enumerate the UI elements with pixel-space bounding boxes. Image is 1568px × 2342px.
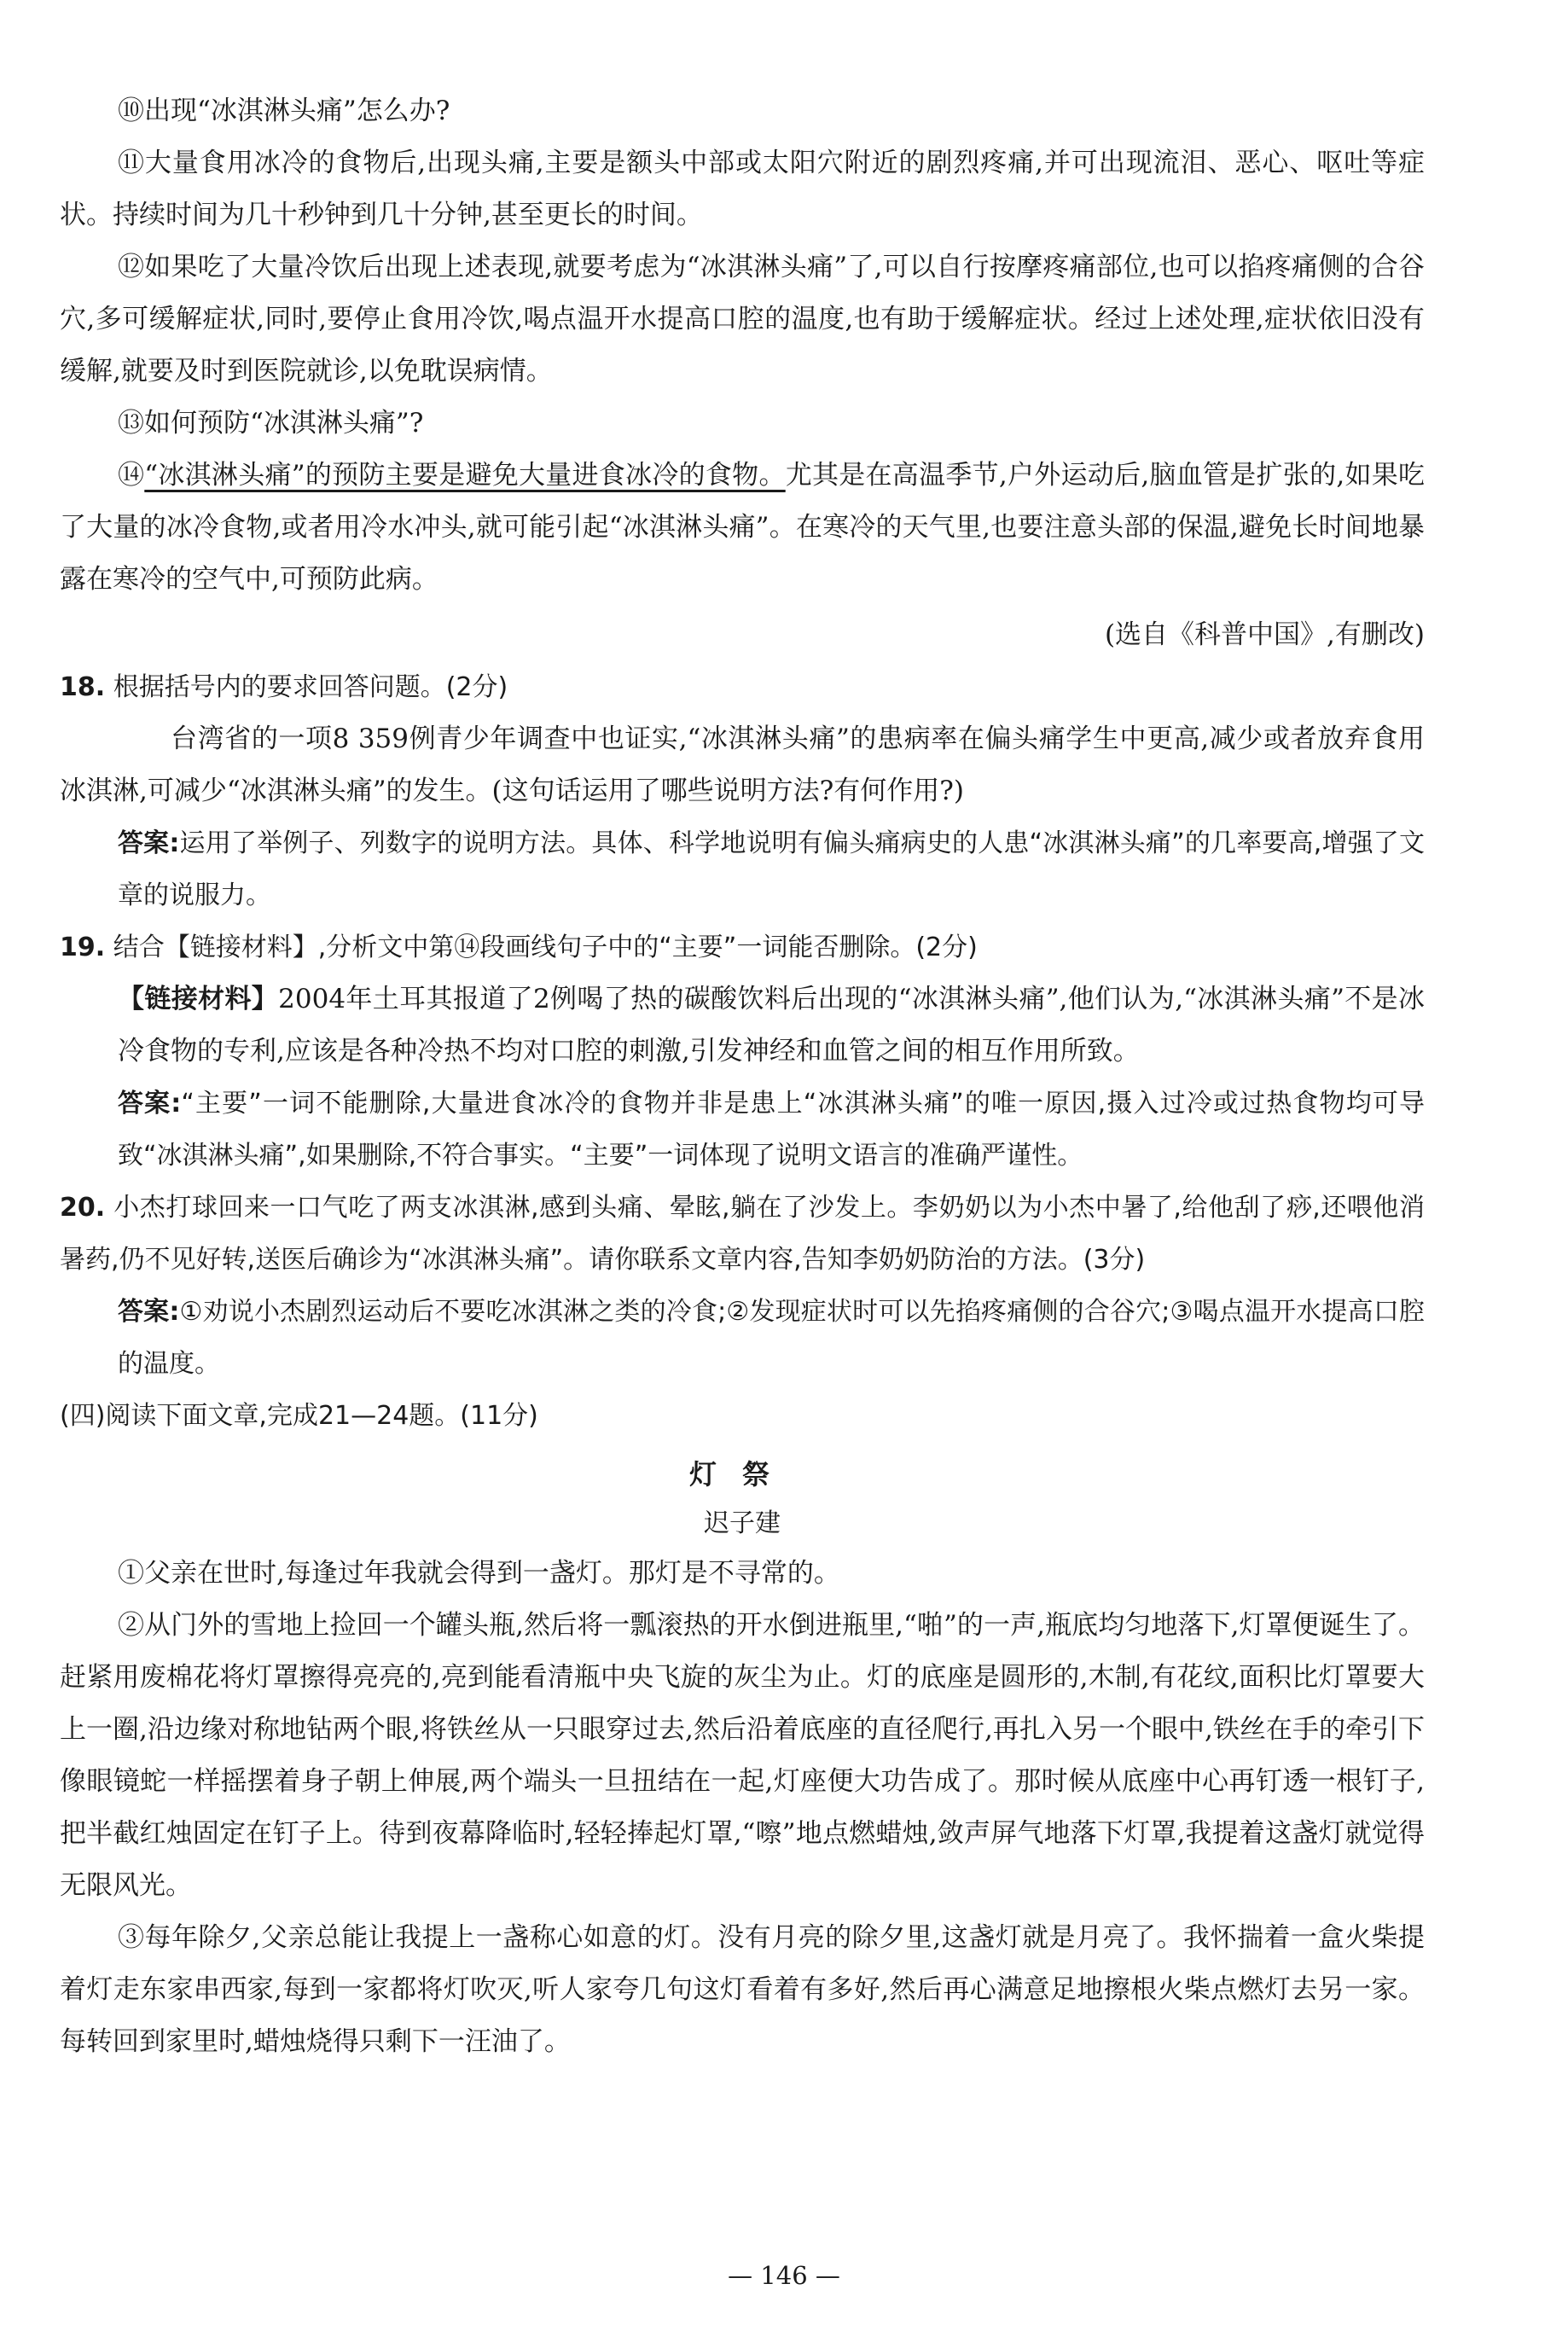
question-19-prompt: 结合【链接材料】,分析文中第⑭段画线句子中的“主要”一词能否删除。(2分) xyxy=(113,933,978,962)
paragraph-11: ⑪大量食用冰冷的食物后,出现头痛,主要是额头中部或太阳穴附近的剧烈疼痛,并可出现流泪、恶心、呕吐等症状。持续时间为几十秒钟到几十分钟,甚至更长的时间。 xyxy=(60,148,1425,230)
question-18-prompt: 根据括号内的要求回答问题。(2分) xyxy=(113,672,508,702)
source-citation: (选自《科普中国》,有删改) xyxy=(1104,619,1425,650)
question-19-number: 19. xyxy=(60,933,106,962)
question-20-number: 20. xyxy=(60,1193,106,1223)
link-material-text: 2004年土耳其报道了2例喝了热的碳酸饮料后出现的“冰淇淋头痛”,他们认为,“冰淇淋头痛”不是冰冷食物的专利,应该是各种冷热不均对口腔的刺激,引发神经和血管之间的相互作用所致。 xyxy=(118,984,1426,1066)
underlined-sentence: “冰淇淋头痛”的预防主要是避免大量进食冰冷的食物。 xyxy=(144,460,786,491)
article-title: 灯祭 xyxy=(688,1458,795,1491)
answer-label: 答案: xyxy=(118,828,180,858)
answer-text: ①劝说小杰剧烈运动后不要吃冰淇淋之类的冷食;②发现症状时可以先掐疼痛侧的合谷穴;③喝点温开水提高口腔的温度。 xyxy=(118,1297,1426,1379)
paragraph-13: ⑬如何预防“冰淇淋头痛”? xyxy=(118,408,424,439)
link-material-label: 【链接材料】 xyxy=(118,984,279,1014)
question-20 xyxy=(60,1182,1425,1286)
question-20-answer xyxy=(118,1286,1425,1390)
paragraph-14 xyxy=(60,450,1425,606)
question-18-quote: 台湾省的一项8 359例青少年调查中也证实,“冰淇淋头痛”的患病率在偏头痛学生中更高,减少或者放弃食用冰淇淋,可减少“冰淇淋头痛”的发生。(这句话运用了哪些说明方法?有何作用?) xyxy=(60,724,1425,806)
question-20-prompt: 小杰打球回来一口气吃了两支冰淇淋,感到头痛、晕眩,躺在了沙发上。李奶奶以为小杰中暑了,给他刮了痧,还喂他消暑药,仍不见好转,送医后确诊为“冰淇淋头痛”。请你联系文章内容,告知李奶奶防治的方法。(3分) xyxy=(60,1193,1425,1275)
answer-text: “主要”一词不能删除,大量进食冰冷的食物并非是患上“冰淇淋头痛”的唯一原因,摄入过冷或过热食物均可导致“冰淇淋头痛”,如果删除,不符合事实。“主要”一词体现了说明文语言的准确严谨性。 xyxy=(118,1089,1425,1171)
page-number: — 146 — xyxy=(728,2261,840,2290)
question-19-answer xyxy=(118,1078,1425,1182)
question-19 xyxy=(60,921,1425,973)
paragraph-12: ⑫如果吃了大量冷饮后出现上述表现,就要考虑为“冰淇淋头痛”了,可以自行按摩疼痛部位,也可以掐疼痛侧的合谷穴,多可缓解症状,同时,要停止食用冷饮,喝点温开水提高口腔的温度,也有助于缓解症状。经过上述处理,症状依旧没有缓解,就要及时到医院就诊,以免耽误病情。 xyxy=(60,252,1425,386)
article-author: 迟子建 xyxy=(704,1508,781,1538)
question-18-number: 18. xyxy=(60,672,106,702)
article-paragraph-3: ③每年除夕,父亲总能让我提上一盏称心如意的灯。没有月亮的除夕里,这盏灯就是月亮了。我怀揣着一盒火柴提着灯走东家串西家,每到一家都将灯吹灭,听人家夸几句这灯看着有多好,然后再心满意足地擦根火柴点燃灯去另一家。每转回到家里时,蜡烛烧得只剩下一汪油了。 xyxy=(60,1922,1425,2057)
question-18-answer xyxy=(118,817,1425,921)
link-material xyxy=(118,973,1425,1078)
paragraph-10: ⑩出现“冰淇淋头痛”怎么办? xyxy=(118,96,450,126)
question-18 xyxy=(60,661,1425,713)
section-4-heading: (四)阅读下面文章,完成21—24题。(11分) xyxy=(60,1401,538,1431)
article-paragraph-1: ①父亲在世时,每逢过年我就会得到一盏灯。那灯是不寻常的。 xyxy=(118,1558,840,1589)
answer-label: 答案: xyxy=(118,1297,180,1327)
paragraph-14-rest: 尤其是在高温季节,户外运动后,脑血管是扩张的,如果吃了大量的冰冷食物,或者用冷水冲头,就可能引起“冰淇淋头痛”。在寒冷的天气里,也要注意头部的保温,避免长时间地暴露在寒冷的空气中,可预防此病。 xyxy=(60,460,1426,595)
paragraph-14-number: ⑭ xyxy=(118,460,145,491)
article-paragraph-2: ②从门外的雪地上捡回一个罐头瓶,然后将一瓢滚热的开水倒进瓶里,“啪”的一声,瓶底均匀地落下,灯罩便诞生了。赶紧用废棉花将灯罩擦得亮亮的,亮到能看清瓶中央飞旋的灰尘为止。灯的底座是圆形的,木制,有花纹,面积比灯罩要大上一圈,沿边缘对称地钻两个眼,将铁丝从一只眼穿过去,然后沿着底座的直径爬行,再扎入另一个眼中,铁丝在手的牵引下像眼镜蛇一样摇摆着身子朝上伸展,两个端头一旦扭结在一起,灯座便大功告成了。那时候从底座中心再钉透一根钉子,把半截红烛固定在钉子上。待到夜幕降临时,轻轻捧起灯罩,“嚓”地点燃蜡烛,敛声屏气地落下灯罩,我提着这盏灯就觉得无限风光。 xyxy=(60,1610,1425,1901)
answer-text: 运用了举例子、列数字的说明方法。具体、科学地说明有偏头痛病史的人患“冰淇淋头痛”的几率要高,增强了文章的说服力。 xyxy=(118,828,1425,910)
answer-label: 答案: xyxy=(118,1089,182,1119)
page-content xyxy=(60,85,1425,2068)
